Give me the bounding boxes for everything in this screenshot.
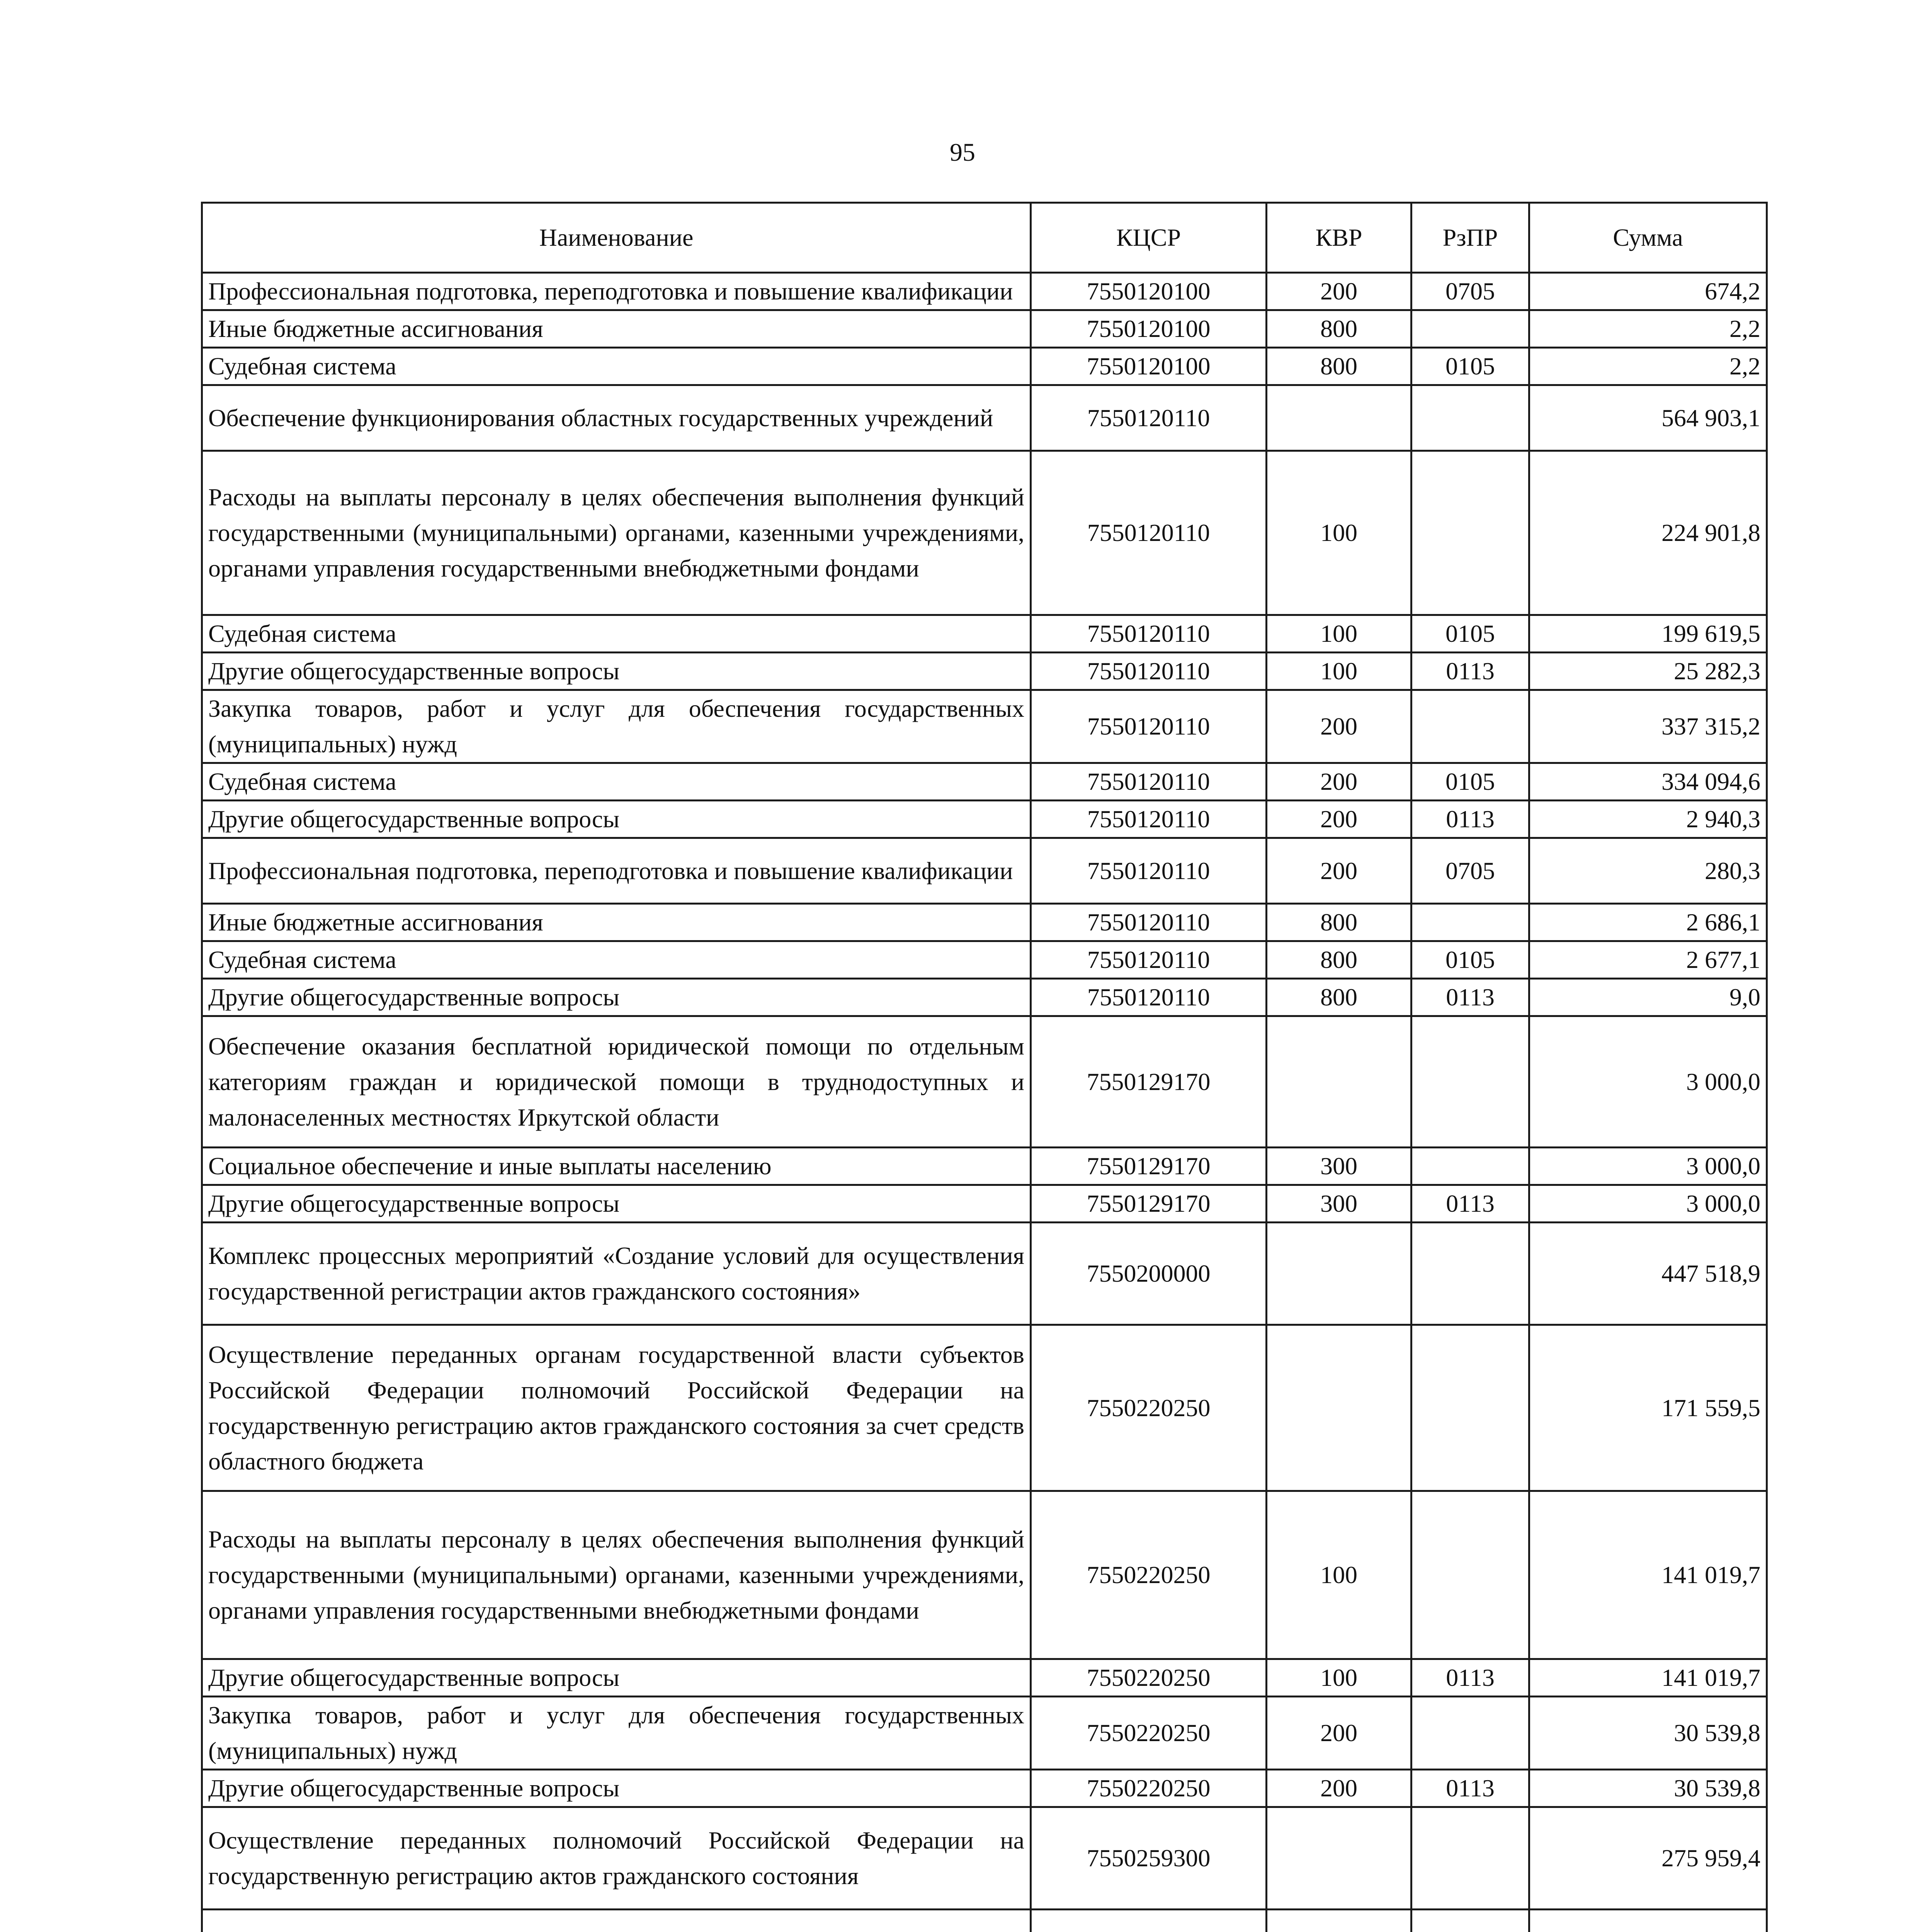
cell-rzpr: 0705 xyxy=(1411,838,1529,904)
cell-rzpr xyxy=(1411,1807,1529,1910)
table-row xyxy=(202,1659,1767,1697)
table-row xyxy=(202,348,1767,385)
cell-kvr: 100 xyxy=(1267,1659,1411,1697)
cell-rzpr: 0705 xyxy=(1411,273,1529,310)
table-row xyxy=(202,801,1767,838)
cell-sum: 9,0 xyxy=(1529,979,1767,1016)
cell-name: Другие общегосударственные вопросы xyxy=(202,979,1031,1016)
cell-kcsr: 7550120100 xyxy=(1031,348,1267,385)
table-row xyxy=(202,1910,1767,1932)
cell-kcsr: 7550200000 xyxy=(1031,1223,1267,1325)
table-row xyxy=(202,1697,1767,1770)
cell-name: Другие общегосударственные вопросы xyxy=(202,653,1031,690)
cell-kvr: 200 xyxy=(1267,1770,1411,1807)
cell-kcsr: 7550120110 xyxy=(1031,653,1267,690)
cell-rzpr xyxy=(1411,1016,1529,1148)
cell-name: Комплекс процессных мероприятий «Создание условий для осуществления государственной регистрации актов гражданского состояния» xyxy=(202,1223,1031,1325)
page-number: 95 xyxy=(950,138,975,167)
cell-rzpr xyxy=(1411,1223,1529,1325)
cell-kcsr: 7550120110 xyxy=(1031,941,1267,979)
cell-sum: 2 677,1 xyxy=(1529,941,1767,979)
cell-rzpr xyxy=(1411,310,1529,348)
cell-sum: 2,2 xyxy=(1529,348,1767,385)
table-row xyxy=(202,310,1767,348)
cell-sum: 30 539,8 xyxy=(1529,1770,1767,1807)
cell-name: Другие общегосударственные вопросы xyxy=(202,1770,1031,1807)
cell-kvr: 800 xyxy=(1267,979,1411,1016)
table-row xyxy=(202,690,1767,763)
cell-sum: 3 000,0 xyxy=(1529,1148,1767,1185)
table-row xyxy=(202,385,1767,451)
header-kvr: КВР xyxy=(1267,203,1411,273)
cell-kcsr: 7550220250 xyxy=(1031,1325,1267,1491)
cell-sum: 3 000,0 xyxy=(1529,1016,1767,1148)
table-row xyxy=(202,653,1767,690)
header-rzpr: РзПР xyxy=(1411,203,1529,273)
cell-sum: 2 686,1 xyxy=(1529,904,1767,941)
cell-name: Осуществление переданных органам государственной власти субъектов Российской Федерации полномочий Российской Федерации на государственную регистрацию актов гражданского состояния за счет средств областного бюджета xyxy=(202,1325,1031,1491)
cell-kvr xyxy=(1267,1223,1411,1325)
cell-sum: 334 094,6 xyxy=(1529,763,1767,801)
cell-kvr xyxy=(1267,1325,1411,1491)
cell-kcsr: 7550129170 xyxy=(1031,1016,1267,1148)
cell-kvr: 800 xyxy=(1267,348,1411,385)
table-row xyxy=(202,273,1767,310)
cell-kcsr: 7550120110 xyxy=(1031,385,1267,451)
cell-rzpr xyxy=(1411,1910,1529,1932)
cell-name: Социальное обеспечение и иные выплаты населению xyxy=(202,1148,1031,1185)
table-row xyxy=(202,1148,1767,1185)
cell-name: Судебная система xyxy=(202,941,1031,979)
cell-rzpr: 0105 xyxy=(1411,763,1529,801)
table-header-row xyxy=(202,203,1767,273)
cell-kvr: 200 xyxy=(1267,690,1411,763)
cell-sum: 447 518,9 xyxy=(1529,1223,1767,1325)
cell-kcsr: 7550120100 xyxy=(1031,310,1267,348)
cell-rzpr xyxy=(1411,1325,1529,1491)
cell-name: Обеспечение функционирования областных государственных учреждений xyxy=(202,385,1031,451)
cell-kcsr: 7550129170 xyxy=(1031,1148,1267,1185)
cell-kvr: 200 xyxy=(1267,838,1411,904)
table-row xyxy=(202,1185,1767,1223)
cell-name: Иные бюджетные ассигнования xyxy=(202,904,1031,941)
cell-sum xyxy=(1529,1910,1767,1932)
cell-kcsr: 7550220250 xyxy=(1031,1697,1267,1770)
table-row xyxy=(202,615,1767,653)
cell-kcsr: 7550120110 xyxy=(1031,615,1267,653)
cell-name xyxy=(202,1910,1031,1932)
budget-table xyxy=(201,202,1768,1932)
cell-kcsr: 7550220250 xyxy=(1031,1491,1267,1659)
table-row xyxy=(202,1770,1767,1807)
cell-name: Закупка товаров, работ и услуг для обеспечения государственных (муниципальных) нужд xyxy=(202,1697,1031,1770)
cell-rzpr: 0113 xyxy=(1411,1659,1529,1697)
table-body xyxy=(202,273,1767,1932)
cell-rzpr xyxy=(1411,1491,1529,1659)
cell-rzpr: 0105 xyxy=(1411,941,1529,979)
cell-name: Другие общегосударственные вопросы xyxy=(202,1185,1031,1223)
cell-rzpr: 0113 xyxy=(1411,1185,1529,1223)
cell-name: Обеспечение оказания бесплатной юридической помощи по отдельным категориям граждан и юридической помощи в труднодоступных и малонаселенных местностях Иркутской области xyxy=(202,1016,1031,1148)
cell-kvr: 800 xyxy=(1267,310,1411,348)
table-row xyxy=(202,1325,1767,1491)
cell-rzpr: 0113 xyxy=(1411,653,1529,690)
cell-sum: 2 940,3 xyxy=(1529,801,1767,838)
cell-kcsr: 7550120110 xyxy=(1031,801,1267,838)
cell-kcsr: 7550220250 xyxy=(1031,1659,1267,1697)
cell-kvr xyxy=(1267,1016,1411,1148)
cell-kvr xyxy=(1267,1807,1411,1910)
cell-kcsr: 7550120110 xyxy=(1031,838,1267,904)
header-name: Наименование xyxy=(202,203,1031,273)
table-row xyxy=(202,1491,1767,1659)
cell-sum: 674,2 xyxy=(1529,273,1767,310)
cell-sum: 337 315,2 xyxy=(1529,690,1767,763)
table-row xyxy=(202,1016,1767,1148)
cell-kcsr: 7550129170 xyxy=(1031,1185,1267,1223)
cell-sum: 25 282,3 xyxy=(1529,653,1767,690)
cell-kvr xyxy=(1267,1910,1411,1932)
header-kcsr: КЦСР xyxy=(1031,203,1267,273)
cell-rzpr xyxy=(1411,385,1529,451)
cell-kcsr: 7550120110 xyxy=(1031,690,1267,763)
cell-rzpr xyxy=(1411,904,1529,941)
cell-kcsr: 7550120100 xyxy=(1031,273,1267,310)
cell-name: Судебная система xyxy=(202,615,1031,653)
cell-kcsr: 7550220250 xyxy=(1031,1770,1267,1807)
table-row xyxy=(202,979,1767,1016)
cell-rzpr: 0113 xyxy=(1411,801,1529,838)
cell-kvr: 800 xyxy=(1267,941,1411,979)
cell-sum: 3 000,0 xyxy=(1529,1185,1767,1223)
cell-kcsr: 7550120110 xyxy=(1031,904,1267,941)
cell-kvr: 300 xyxy=(1267,1185,1411,1223)
cell-name: Профессиональная подготовка, переподготовка и повышение квалификации xyxy=(202,273,1031,310)
header-sum: Сумма xyxy=(1529,203,1767,273)
cell-rzpr xyxy=(1411,690,1529,763)
table-row xyxy=(202,838,1767,904)
cell-kcsr: 7550120110 xyxy=(1031,979,1267,1016)
cell-sum: 30 539,8 xyxy=(1529,1697,1767,1770)
cell-kvr: 300 xyxy=(1267,1148,1411,1185)
cell-rzpr: 0113 xyxy=(1411,979,1529,1016)
cell-kcsr: 7550259300 xyxy=(1031,1807,1267,1910)
cell-name: Судебная система xyxy=(202,348,1031,385)
cell-name: Расходы на выплаты персоналу в целях обеспечения выполнения функций государственными (муниципальными) органами, казенными учреждениями, органами управления государственными внебюджетными фондами xyxy=(202,451,1031,615)
cell-rzpr: 0105 xyxy=(1411,348,1529,385)
cell-kcsr xyxy=(1031,1910,1267,1932)
cell-name: Расходы на выплаты персоналу в целях обеспечения выполнения функций государственными (муниципальными) органами, казенными учреждениями, органами управления государственными внебюджетными фондами xyxy=(202,1491,1031,1659)
cell-name: Иные бюджетные ассигнования xyxy=(202,310,1031,348)
table-row xyxy=(202,1223,1767,1325)
cell-kvr: 100 xyxy=(1267,451,1411,615)
cell-sum: 171 559,5 xyxy=(1529,1325,1767,1491)
cell-kvr: 100 xyxy=(1267,1491,1411,1659)
cell-rzpr xyxy=(1411,1697,1529,1770)
cell-rzpr xyxy=(1411,1148,1529,1185)
table-row xyxy=(202,763,1767,801)
table-row xyxy=(202,1807,1767,1910)
cell-kvr: 200 xyxy=(1267,1697,1411,1770)
cell-kvr: 200 xyxy=(1267,763,1411,801)
cell-name: Судебная система xyxy=(202,763,1031,801)
cell-rzpr: 0113 xyxy=(1411,1770,1529,1807)
cell-name: Другие общегосударственные вопросы xyxy=(202,1659,1031,1697)
cell-rzpr xyxy=(1411,451,1529,615)
cell-sum: 280,3 xyxy=(1529,838,1767,904)
cell-name: Другие общегосударственные вопросы xyxy=(202,801,1031,838)
cell-kcsr: 7550120110 xyxy=(1031,763,1267,801)
table-row xyxy=(202,451,1767,615)
table-row xyxy=(202,904,1767,941)
cell-sum: 199 619,5 xyxy=(1529,615,1767,653)
cell-name: Профессиональная подготовка, переподготовка и повышение квалификации xyxy=(202,838,1031,904)
cell-sum: 275 959,4 xyxy=(1529,1807,1767,1910)
cell-kvr: 100 xyxy=(1267,653,1411,690)
cell-sum: 141 019,7 xyxy=(1529,1491,1767,1659)
cell-kvr xyxy=(1267,385,1411,451)
cell-sum: 564 903,1 xyxy=(1529,385,1767,451)
cell-name: Закупка товаров, работ и услуг для обеспечения государственных (муниципальных) нужд xyxy=(202,690,1031,763)
cell-rzpr: 0105 xyxy=(1411,615,1529,653)
table-row xyxy=(202,941,1767,979)
cell-sum: 224 901,8 xyxy=(1529,451,1767,615)
cell-kvr: 200 xyxy=(1267,801,1411,838)
cell-sum: 141 019,7 xyxy=(1529,1659,1767,1697)
cell-kcsr: 7550120110 xyxy=(1031,451,1267,615)
cell-kvr: 800 xyxy=(1267,904,1411,941)
cell-kvr: 100 xyxy=(1267,615,1411,653)
cell-name: Осуществление переданных полномочий Российской Федерации на государственную регистрацию актов гражданского состояния xyxy=(202,1807,1031,1910)
cell-sum: 2,2 xyxy=(1529,310,1767,348)
cell-kvr: 200 xyxy=(1267,273,1411,310)
